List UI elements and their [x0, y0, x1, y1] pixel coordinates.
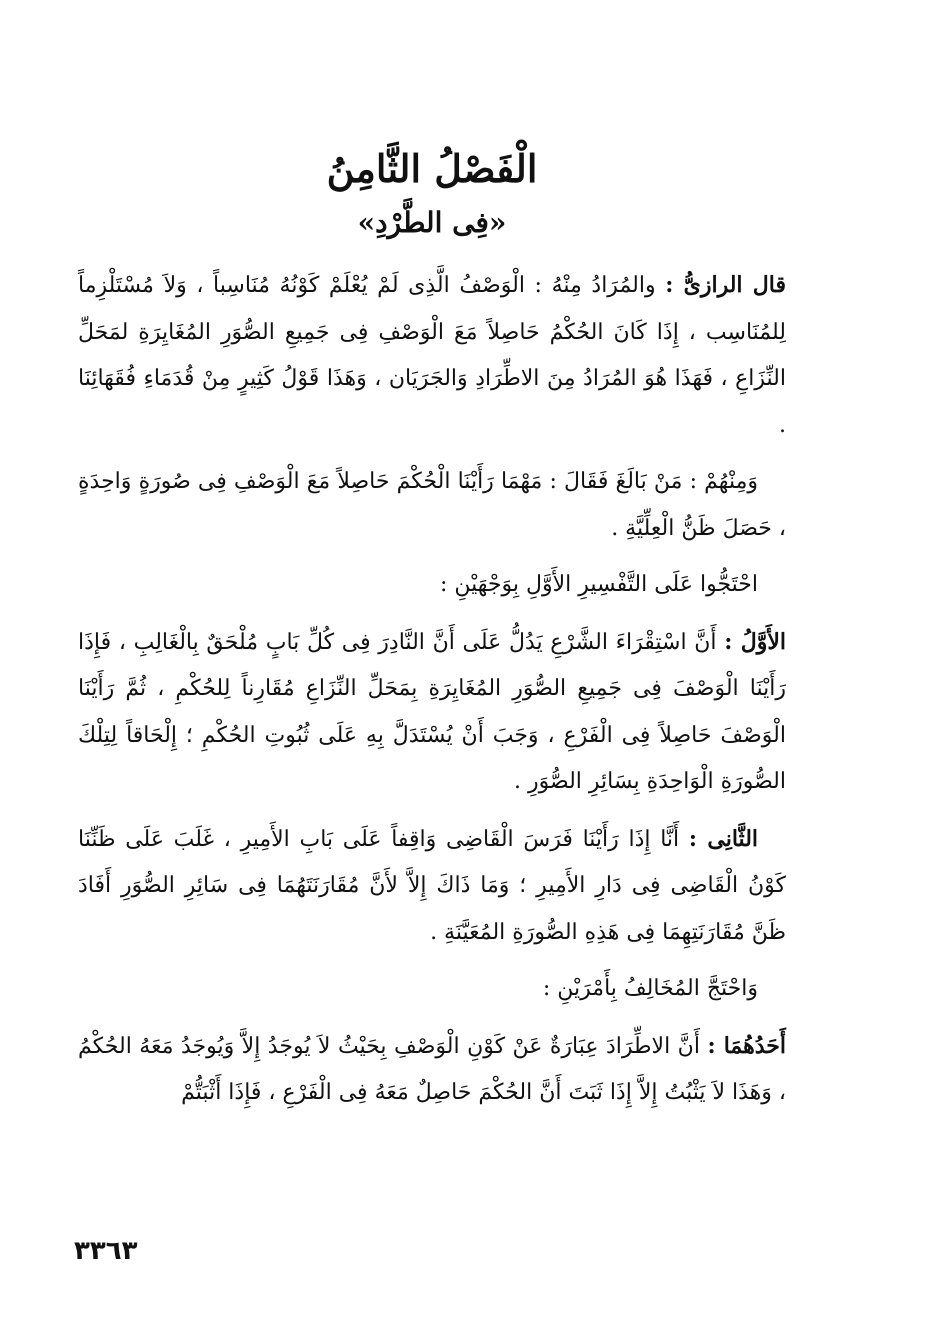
paragraph-lead: الأَوَّلُ : [724, 628, 786, 655]
chapter-title: الْفَصْلُ الثَّامِنُ [326, 146, 538, 191]
paragraph-text: والمُرَادُ مِنْهُ : الْوَصْفُ الَّذِى لَمْ يُعْلَمْ كَوْنُهُ مُنَاسِباً ، وَلاَ مُسْتَلْزِماً لِلمُنَاسِب ، إِذَا كَانَ الحُكْمُ حَاصِلاً مَعَ الْوَصْفِ فِى جَمِيعِ الصُّوَرِ المُغَايِرَةِ لمَحَلِّ النِّزَاعِ ، فَهَذَا هُوَ المُرَادُ مِنَ الاطِّرَادِ وَالجَرَيَان ، وَهَذَا قَوْلُ كَثِيرٍ مِنْ قُدَمَاءِ فُقَهَائِنَا . [78, 273, 786, 438]
paragraph-lead: قال الرازىُّ : [665, 272, 786, 298]
paragraph-text: أَنَّ اسْتِقْرَاءَ الشَّرْعِ يَدُلُّ عَلَى أَنَّ النَّادِرَ فِى كُلِّ بَابٍ مُلْحَقٌ بِالْغَالِبِ ، فَإِذَا رَأَيْنَا الْوَصْفَ فِى جَمِيعِ الصُّوَرِ المُغَايِرَةِ بِمَحَلِّ النِّزَاعِ مُقَارِناً لِلحُكْمِ ، ثُمَّ رَأَيْنَا الْوَصْفَ حَاصِلاً فِى الْفَرْعِ ، وَجَبَ أَنْ يُسْتَدَلَّ بِهِ عَلَى ثُبُوتِ الحُكْمِ ؛ إِلْحَاقاً لِتِلْكَ الصُّورَةِ الْوَاحِدَةِ بِسَائِرِ الصُّوَرِ . [78, 629, 786, 794]
paragraph-opponent-first [78, 1023, 786, 1117]
paragraph-lead: أَحَدُهُمَا : [707, 1032, 786, 1059]
paragraph-text: احْتَجُّوا عَلَى التَّفْسِيرِ الأَوَّلِ بِوَجْهَيْنِ : [439, 572, 758, 597]
paragraph-second-argument [78, 816, 786, 957]
paragraph-arguments-intro [78, 562, 786, 609]
paragraph-text: وَاحْتَجَّ المُخَالِفُ بِأَمْرَيْنِ : [542, 976, 758, 1001]
body-text [78, 262, 786, 1117]
paragraph-razi-definition [78, 262, 786, 449]
page-number: ٣٣٦٣ [74, 1236, 138, 1266]
paragraph-text: أَنَّا إِذَا رَأَيْنَا فَرَسَ الْقَاضِى وَاقِفاً عَلَى بَابِ الأَمِيرِ ، غَلَبَ عَلَى ظَنِّنَا كَوْنُ الْقَاضِى فِى دَارِ الأَمِيرِ ؛ وَمَا ذَاكَ إِلاَّ لأَنَّ مُقَارَنَتَهُمَا فِى سَائِرِ الصُّوَرِ أَفَادَ ظَنَّ مُقَارَنَتِهِمَا فِى هَذِهِ الصُّورَةِ المُعَيَّنَةِ . [78, 826, 786, 945]
paragraph-exaggeration-view [78, 459, 786, 552]
page-content [78, 140, 786, 1127]
chapter-subtitle: «فِى الطَّرْدِ» [357, 206, 507, 239]
paragraph-lead: الثَّانِى : [688, 825, 759, 852]
paragraph-text: أَنَّ الاطِّرَادَ عِبَارَةٌ عَنْ كَوْنِ الْوَصْفِ بِحَيْثُ لاَ يُوجَدُ إِلاَّ وَيُوجَدُ مَعَهُ الحُكْمُ ، وَهَذَا لاَ يَثْبُتُ إِلاَّ إِذَا ثَبَتَ أَنَّ الحُكْمَ حَاصِلٌ مَعَهُ فِى الْفَرْعِ ، فَإِذَا أَثْبَتُّمْ [78, 1033, 786, 1105]
paragraph-opponent-intro [78, 966, 786, 1013]
paragraph-text: وَمِنْهُمْ : مَنْ بَالَغَ فَقَالَ : مَهْمَا رَأَيْنَا الْحُكْمَ حَاصِلاً مَعَ الْوَصْفِ فِى صُورَةٍ وَاحِدَةٍ ، حَصَلَ ظَنُّ الْعِلِّيَّةِ . [78, 469, 786, 541]
paragraph-first-argument [78, 619, 786, 806]
